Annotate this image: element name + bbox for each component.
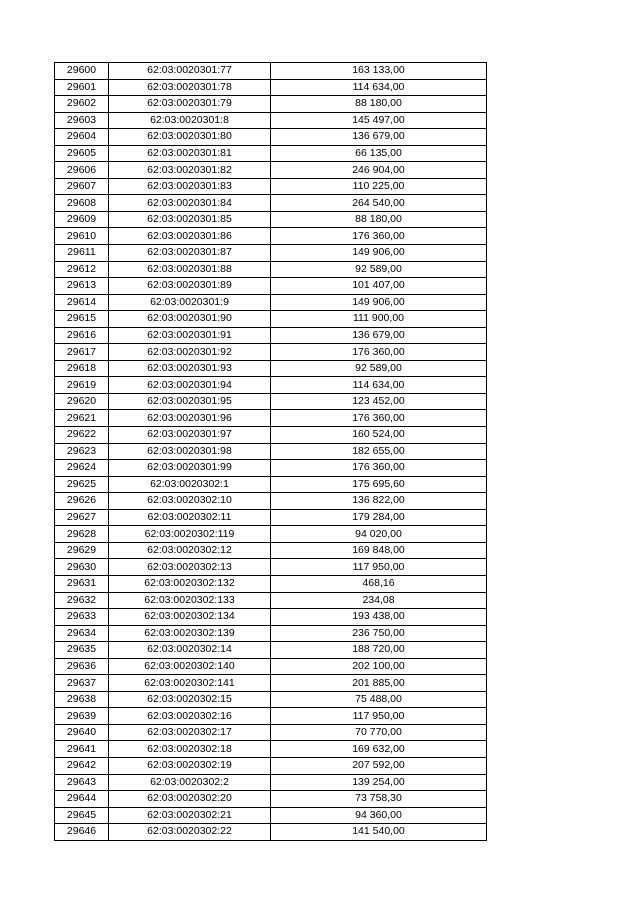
row-number-cell: 29613 bbox=[55, 278, 109, 295]
table-row bbox=[55, 658, 487, 675]
row-number-cell: 29616 bbox=[55, 327, 109, 344]
cadastral-number-cell: 62:03:0020301:92 bbox=[109, 344, 271, 361]
cadastral-number-cell: 62:03:0020302:19 bbox=[109, 757, 271, 774]
table-row bbox=[55, 410, 487, 427]
table-row bbox=[55, 592, 487, 609]
cadastral-number-cell: 62:03:0020301:93 bbox=[109, 360, 271, 377]
table-row bbox=[55, 807, 487, 824]
cadastral-number-cell: 62:03:0020301:85 bbox=[109, 211, 271, 228]
cadastral-value-cell: 176 360,00 bbox=[271, 344, 487, 361]
row-number-cell: 29602 bbox=[55, 96, 109, 113]
cadastral-number-cell: 62:03:0020302:140 bbox=[109, 658, 271, 675]
row-number-cell: 29632 bbox=[55, 592, 109, 609]
table-row bbox=[55, 393, 487, 410]
cadastral-number-cell: 62:03:0020302:13 bbox=[109, 559, 271, 576]
cadastral-number-cell: 62:03:0020301:82 bbox=[109, 162, 271, 179]
cadastral-value-cell: 117 950,00 bbox=[271, 559, 487, 576]
cadastral-number-cell: 62:03:0020301:90 bbox=[109, 311, 271, 328]
table-row bbox=[55, 63, 487, 80]
table-row bbox=[55, 691, 487, 708]
cadastral-number-cell: 62:03:0020301:96 bbox=[109, 410, 271, 427]
cadastral-value-cell: 207 592,00 bbox=[271, 757, 487, 774]
table-row bbox=[55, 708, 487, 725]
cadastral-value-cell: 101 407,00 bbox=[271, 278, 487, 295]
table-row bbox=[55, 575, 487, 592]
cadastral-value-table bbox=[54, 62, 487, 841]
cadastral-number-cell: 62:03:0020302:22 bbox=[109, 824, 271, 841]
cadastral-value-cell: 246 904,00 bbox=[271, 162, 487, 179]
cadastral-number-cell: 62:03:0020302:141 bbox=[109, 675, 271, 692]
table-row bbox=[55, 493, 487, 510]
row-number-cell: 29619 bbox=[55, 377, 109, 394]
cadastral-value-cell: 163 133,00 bbox=[271, 63, 487, 80]
table-row bbox=[55, 791, 487, 808]
table-row bbox=[55, 327, 487, 344]
row-number-cell: 29615 bbox=[55, 311, 109, 328]
cadastral-number-cell: 62:03:0020301:89 bbox=[109, 278, 271, 295]
table-row bbox=[55, 724, 487, 741]
row-number-cell: 29639 bbox=[55, 708, 109, 725]
cadastral-value-cell: 136 679,00 bbox=[271, 327, 487, 344]
table-row bbox=[55, 526, 487, 543]
row-number-cell: 29612 bbox=[55, 261, 109, 278]
table-row bbox=[55, 96, 487, 113]
row-number-cell: 29606 bbox=[55, 162, 109, 179]
table-row bbox=[55, 245, 487, 262]
row-number-cell: 29607 bbox=[55, 178, 109, 195]
cadastral-number-cell: 62:03:0020301:91 bbox=[109, 327, 271, 344]
row-number-cell: 29626 bbox=[55, 493, 109, 510]
row-number-cell: 29635 bbox=[55, 642, 109, 659]
row-number-cell: 29643 bbox=[55, 774, 109, 791]
table-row bbox=[55, 311, 487, 328]
table-row bbox=[55, 178, 487, 195]
table-row bbox=[55, 559, 487, 576]
cadastral-number-cell: 62:03:0020302:15 bbox=[109, 691, 271, 708]
row-number-cell: 29618 bbox=[55, 360, 109, 377]
cadastral-number-cell: 62:03:0020302:16 bbox=[109, 708, 271, 725]
row-number-cell: 29603 bbox=[55, 112, 109, 129]
table-row bbox=[55, 360, 487, 377]
table-row bbox=[55, 757, 487, 774]
cadastral-value-cell: 114 634,00 bbox=[271, 79, 487, 96]
row-number-cell: 29610 bbox=[55, 228, 109, 245]
cadastral-number-cell: 62:03:0020302:134 bbox=[109, 609, 271, 626]
cadastral-value-cell: 468,16 bbox=[271, 575, 487, 592]
cadastral-number-cell: 62:03:0020302:12 bbox=[109, 542, 271, 559]
cadastral-number-cell: 62:03:0020301:84 bbox=[109, 195, 271, 212]
table-row bbox=[55, 145, 487, 162]
row-number-cell: 29622 bbox=[55, 427, 109, 444]
cadastral-value-cell: 160 524,00 bbox=[271, 427, 487, 444]
cadastral-value-cell: 70 770,00 bbox=[271, 724, 487, 741]
cadastral-number-cell: 62:03:0020301:79 bbox=[109, 96, 271, 113]
row-number-cell: 29634 bbox=[55, 625, 109, 642]
table-row bbox=[55, 625, 487, 642]
cadastral-value-cell: 66 135,00 bbox=[271, 145, 487, 162]
cadastral-number-cell: 62:03:0020302:2 bbox=[109, 774, 271, 791]
table-row bbox=[55, 112, 487, 129]
row-number-cell: 29641 bbox=[55, 741, 109, 758]
cadastral-value-cell: 123 452,00 bbox=[271, 393, 487, 410]
cadastral-value-cell: 94 020,00 bbox=[271, 526, 487, 543]
cadastral-number-cell: 62:03:0020301:81 bbox=[109, 145, 271, 162]
cadastral-value-cell: 169 848,00 bbox=[271, 542, 487, 559]
cadastral-value-cell: 176 360,00 bbox=[271, 228, 487, 245]
row-number-cell: 29642 bbox=[55, 757, 109, 774]
cadastral-value-cell: 136 822,00 bbox=[271, 493, 487, 510]
cadastral-value-cell: 264 540,00 bbox=[271, 195, 487, 212]
row-number-cell: 29640 bbox=[55, 724, 109, 741]
cadastral-number-cell: 62:03:0020301:95 bbox=[109, 393, 271, 410]
row-number-cell: 29605 bbox=[55, 145, 109, 162]
cadastral-number-cell: 62:03:0020301:98 bbox=[109, 443, 271, 460]
cadastral-value-cell: 73 758,30 bbox=[271, 791, 487, 808]
row-number-cell: 29600 bbox=[55, 63, 109, 80]
row-number-cell: 29621 bbox=[55, 410, 109, 427]
table-row bbox=[55, 162, 487, 179]
table-row bbox=[55, 427, 487, 444]
row-number-cell: 29614 bbox=[55, 294, 109, 311]
cadastral-number-cell: 62:03:0020301:94 bbox=[109, 377, 271, 394]
cadastral-value-cell: 149 906,00 bbox=[271, 294, 487, 311]
table-body bbox=[55, 63, 487, 841]
cadastral-number-cell: 62:03:0020301:99 bbox=[109, 460, 271, 477]
cadastral-value-cell: 111 900,00 bbox=[271, 311, 487, 328]
cadastral-number-cell: 62:03:0020302:132 bbox=[109, 575, 271, 592]
row-number-cell: 29629 bbox=[55, 542, 109, 559]
cadastral-number-cell: 62:03:0020301:9 bbox=[109, 294, 271, 311]
cadastral-value-cell: 94 360,00 bbox=[271, 807, 487, 824]
row-number-cell: 29623 bbox=[55, 443, 109, 460]
cadastral-value-cell: 136 679,00 bbox=[271, 129, 487, 146]
row-number-cell: 29604 bbox=[55, 129, 109, 146]
row-number-cell: 29601 bbox=[55, 79, 109, 96]
table-row bbox=[55, 675, 487, 692]
table-row bbox=[55, 79, 487, 96]
cadastral-value-cell: 234,08 bbox=[271, 592, 487, 609]
table-row bbox=[55, 642, 487, 659]
cadastral-value-cell: 201 885,00 bbox=[271, 675, 487, 692]
table-row bbox=[55, 443, 487, 460]
cadastral-number-cell: 62:03:0020302:139 bbox=[109, 625, 271, 642]
table-row bbox=[55, 476, 487, 493]
row-number-cell: 29630 bbox=[55, 559, 109, 576]
cadastral-number-cell: 62:03:0020302:1 bbox=[109, 476, 271, 493]
cadastral-value-cell: 169 632,00 bbox=[271, 741, 487, 758]
cadastral-value-cell: 110 225,00 bbox=[271, 178, 487, 195]
cadastral-value-cell: 176 360,00 bbox=[271, 460, 487, 477]
row-number-cell: 29617 bbox=[55, 344, 109, 361]
cadastral-value-cell: 88 180,00 bbox=[271, 211, 487, 228]
cadastral-value-cell: 92 589,00 bbox=[271, 360, 487, 377]
table-row bbox=[55, 211, 487, 228]
cadastral-number-cell: 62:03:0020301:77 bbox=[109, 63, 271, 80]
cadastral-value-cell: 114 634,00 bbox=[271, 377, 487, 394]
row-number-cell: 29628 bbox=[55, 526, 109, 543]
table-row bbox=[55, 195, 487, 212]
cadastral-number-cell: 62:03:0020301:97 bbox=[109, 427, 271, 444]
cadastral-number-cell: 62:03:0020301:8 bbox=[109, 112, 271, 129]
table-row bbox=[55, 278, 487, 295]
cadastral-value-cell: 149 906,00 bbox=[271, 245, 487, 262]
cadastral-value-cell: 175 695,60 bbox=[271, 476, 487, 493]
table-row bbox=[55, 460, 487, 477]
row-number-cell: 29644 bbox=[55, 791, 109, 808]
cadastral-number-cell: 62:03:0020301:83 bbox=[109, 178, 271, 195]
cadastral-number-cell: 62:03:0020301:87 bbox=[109, 245, 271, 262]
cadastral-value-cell: 182 655,00 bbox=[271, 443, 487, 460]
cadastral-number-cell: 62:03:0020302:17 bbox=[109, 724, 271, 741]
row-number-cell: 29609 bbox=[55, 211, 109, 228]
cadastral-number-cell: 62:03:0020302:119 bbox=[109, 526, 271, 543]
table-row bbox=[55, 509, 487, 526]
row-number-cell: 29646 bbox=[55, 824, 109, 841]
row-number-cell: 29627 bbox=[55, 509, 109, 526]
table-row bbox=[55, 609, 487, 626]
row-number-cell: 29631 bbox=[55, 575, 109, 592]
row-number-cell: 29633 bbox=[55, 609, 109, 626]
cadastral-number-cell: 62:03:0020302:133 bbox=[109, 592, 271, 609]
cadastral-value-cell: 193 438,00 bbox=[271, 609, 487, 626]
cadastral-number-cell: 62:03:0020301:86 bbox=[109, 228, 271, 245]
table-row bbox=[55, 741, 487, 758]
cadastral-number-cell: 62:03:0020302:21 bbox=[109, 807, 271, 824]
cadastral-value-cell: 139 254,00 bbox=[271, 774, 487, 791]
table-row bbox=[55, 294, 487, 311]
table-row bbox=[55, 542, 487, 559]
cadastral-value-cell: 141 540,00 bbox=[271, 824, 487, 841]
cadastral-number-cell: 62:03:0020301:88 bbox=[109, 261, 271, 278]
cadastral-value-cell: 117 950,00 bbox=[271, 708, 487, 725]
cadastral-value-cell: 88 180,00 bbox=[271, 96, 487, 113]
cadastral-value-cell: 92 589,00 bbox=[271, 261, 487, 278]
row-number-cell: 29611 bbox=[55, 245, 109, 262]
cadastral-value-cell: 176 360,00 bbox=[271, 410, 487, 427]
table-row bbox=[55, 774, 487, 791]
cadastral-value-cell: 202 100,00 bbox=[271, 658, 487, 675]
cadastral-number-cell: 62:03:0020302:11 bbox=[109, 509, 271, 526]
table-row bbox=[55, 344, 487, 361]
cadastral-number-cell: 62:03:0020302:20 bbox=[109, 791, 271, 808]
table-row bbox=[55, 261, 487, 278]
cadastral-value-cell: 145 497,00 bbox=[271, 112, 487, 129]
cadastral-value-cell: 75 488,00 bbox=[271, 691, 487, 708]
row-number-cell: 29624 bbox=[55, 460, 109, 477]
row-number-cell: 29638 bbox=[55, 691, 109, 708]
row-number-cell: 29625 bbox=[55, 476, 109, 493]
row-number-cell: 29636 bbox=[55, 658, 109, 675]
table-row bbox=[55, 824, 487, 841]
cadastral-value-cell: 236 750,00 bbox=[271, 625, 487, 642]
table-row bbox=[55, 377, 487, 394]
table-row bbox=[55, 129, 487, 146]
row-number-cell: 29637 bbox=[55, 675, 109, 692]
cadastral-number-cell: 62:03:0020301:80 bbox=[109, 129, 271, 146]
row-number-cell: 29645 bbox=[55, 807, 109, 824]
cadastral-value-cell: 179 284,00 bbox=[271, 509, 487, 526]
table-row bbox=[55, 228, 487, 245]
cadastral-number-cell: 62:03:0020301:78 bbox=[109, 79, 271, 96]
cadastral-number-cell: 62:03:0020302:18 bbox=[109, 741, 271, 758]
cadastral-value-cell: 188 720,00 bbox=[271, 642, 487, 659]
row-number-cell: 29620 bbox=[55, 393, 109, 410]
cadastral-number-cell: 62:03:0020302:14 bbox=[109, 642, 271, 659]
cadastral-number-cell: 62:03:0020302:10 bbox=[109, 493, 271, 510]
row-number-cell: 29608 bbox=[55, 195, 109, 212]
